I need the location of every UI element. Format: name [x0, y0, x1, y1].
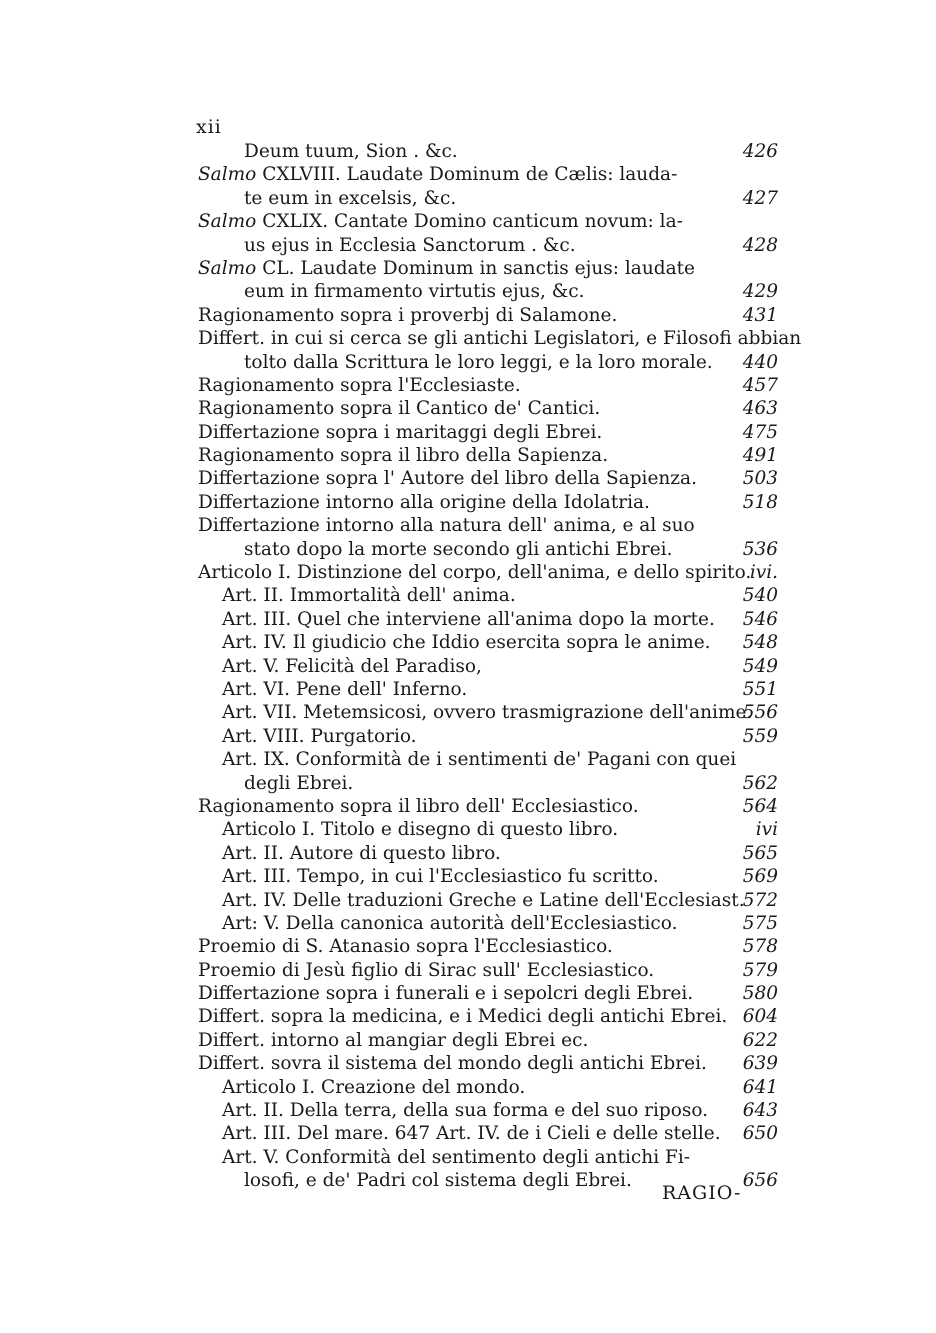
toc-entry — [198, 444, 778, 467]
toc-entry-title — [198, 163, 677, 186]
toc-entry-title — [244, 234, 576, 257]
toc-entry-page: 572 — [742, 889, 778, 911]
toc-entry-title — [244, 280, 584, 303]
toc-entry-page: 463 — [742, 398, 778, 420]
toc-entry-text: CL. Laudate Dominum in sanctis ejus: laudate — [256, 257, 696, 279]
toc-entry-page: 575 — [742, 912, 778, 934]
toc-entry-text: us ejus in Ecclesia Sanctorum . &c. — [244, 234, 576, 256]
toc-entry-text: Art: V. Della canonica autorità dell'Ecclesiastico. — [222, 912, 678, 934]
toc-entry-page: 643 — [742, 1100, 778, 1122]
toc-entry-page: 564 — [742, 795, 778, 817]
toc-entry — [198, 397, 778, 420]
toc-entry-page: 569 — [742, 866, 778, 888]
psalm-label: Salmo — [198, 164, 257, 186]
toc-entry — [198, 1122, 778, 1145]
toc-entry — [198, 421, 778, 444]
toc-entry-title — [222, 912, 677, 935]
toc-entry-text: Art. V. Conformità del sentimento degli antichi Fi- — [222, 1146, 691, 1168]
toc-entry — [198, 842, 778, 865]
toc-entry — [198, 1005, 778, 1028]
toc-entry-title — [222, 631, 711, 654]
toc-entry-title — [198, 491, 650, 514]
toc-entry-title — [198, 397, 600, 420]
page-number: xii — [196, 116, 222, 138]
toc-entry-page: 491 — [742, 445, 778, 467]
toc-entry — [198, 561, 778, 584]
toc-entry — [198, 818, 778, 841]
toc-entry — [198, 257, 778, 280]
toc-entry-text: Differtazione intorno alla natura dell' anima, e al suo — [198, 515, 695, 537]
toc-entry-text: eum in firmamento virtutis ejus, &c. — [244, 281, 585, 303]
toc-entry-title — [222, 701, 752, 724]
table-of-contents — [198, 140, 802, 1193]
toc-entry-page: 457 — [742, 374, 778, 396]
toc-entry — [198, 491, 778, 514]
psalm-label: Salmo — [198, 257, 257, 279]
toc-entry — [198, 1099, 778, 1122]
toc-entry-text: Differtazione sopra i funerali e i sepolcri degli Ebrei. — [198, 983, 694, 1005]
toc-entry-text: te eum in excelsis, &c. — [244, 187, 457, 209]
toc-entry-page: 556 — [742, 702, 778, 724]
toc-entry — [198, 889, 778, 912]
toc-entry-page: 578 — [742, 936, 778, 958]
toc-entry-title — [198, 210, 683, 233]
toc-entry — [198, 725, 778, 748]
toc-entry-page: 622 — [742, 1029, 778, 1051]
toc-entry — [198, 163, 778, 186]
toc-entry — [198, 982, 778, 1005]
toc-entry-title — [198, 1052, 707, 1075]
toc-entry-page: ivi — [755, 819, 778, 841]
toc-entry-title — [222, 1076, 525, 1099]
toc-entry-title — [222, 584, 516, 607]
toc-entry — [198, 795, 778, 818]
toc-entry-title — [244, 140, 458, 163]
toc-entry-text: Differtazione sopra i maritaggi degli Ebrei. — [198, 421, 603, 443]
toc-entry-text: Art. III. Del mare. 647 Art. IV. de i Cieli e delle stelle. — [222, 1123, 721, 1145]
toc-entry-text: Proemio di S. Atanasio sopra l'Ecclesiastico. — [198, 936, 613, 958]
toc-entry-title — [198, 1029, 588, 1052]
toc-entry-text: Art. II. Della terra, della sua forma e del suo riposo. — [222, 1100, 709, 1122]
toc-entry-page: 604 — [742, 1006, 778, 1028]
toc-entry-title — [198, 421, 602, 444]
toc-entry-title — [244, 1169, 632, 1192]
toc-entry — [198, 608, 778, 631]
toc-entry-text: Differt. sopra la medicina, e i Medici degli antichi Ebrei. — [198, 1006, 728, 1028]
toc-entry-page: 429 — [742, 281, 778, 303]
toc-entry — [198, 935, 778, 958]
toc-entry-page: 559 — [742, 725, 778, 747]
toc-entry-text: CXLIX. Cantate Domino canticum novum: la- — [256, 211, 683, 233]
toc-entry — [198, 210, 778, 233]
toc-entry-text: Differt. intorno al mangiar degli Ebrei ec. — [198, 1029, 589, 1051]
toc-entry — [198, 374, 778, 397]
toc-entry-page: 426 — [742, 141, 778, 162]
toc-entry-text: Ragionamento sopra il libro dell' Ecclesiastico. — [198, 795, 639, 817]
toc-entry-title — [222, 1122, 721, 1145]
toc-entry-text: Differt. sovra il sistema del mondo degli antichi Ebrei. — [198, 1053, 707, 1075]
toc-entry — [198, 327, 802, 350]
toc-entry-text: CXLVIII. Laudate Dominum de Cælis: lauda- — [256, 164, 678, 186]
toc-entry — [198, 701, 778, 724]
toc-entry-title — [222, 748, 736, 771]
toc-entry-page: 579 — [742, 959, 778, 981]
toc-entry-title — [244, 351, 713, 374]
toc-entry — [198, 351, 778, 374]
toc-entry-title — [198, 467, 697, 490]
toc-entry-page: 518 — [742, 491, 778, 513]
toc-entry — [198, 514, 778, 537]
toc-entry — [198, 467, 778, 490]
toc-entry-page: 440 — [742, 351, 778, 373]
toc-entry — [198, 678, 778, 701]
toc-entry — [198, 140, 778, 163]
toc-entry — [198, 655, 778, 678]
toc-entry — [198, 234, 778, 257]
toc-entry-page: 431 — [742, 304, 778, 326]
toc-entry-text: tolto dalla Scrittura le loro leggi, e la loro morale. — [244, 351, 713, 373]
toc-entry-title — [198, 327, 801, 350]
toc-entry-page: 536 — [742, 538, 778, 560]
toc-entry — [198, 748, 778, 771]
toc-entry-page: 548 — [742, 632, 778, 654]
toc-entry-page: ivi. — [749, 562, 778, 584]
toc-entry-title — [198, 444, 608, 467]
toc-entry-title — [222, 608, 715, 631]
toc-entry-text: Art. III. Quel che interviene all'anima dopo la morte. — [222, 608, 715, 630]
psalm-label: Salmo — [198, 211, 257, 233]
toc-entry-title — [198, 514, 695, 537]
toc-entry — [198, 959, 778, 982]
toc-entry-text: stato dopo la morte secondo gli antichi Ebrei. — [244, 538, 673, 560]
toc-entry — [198, 538, 778, 561]
toc-entry-text: degli Ebrei. — [244, 772, 354, 794]
toc-entry-text: Ragionamento sopra il Cantico de' Cantici. — [198, 398, 601, 420]
toc-entry-title — [222, 865, 659, 888]
toc-entry — [198, 187, 778, 210]
toc-entry-text: Deum tuum, Sion . &c. — [244, 141, 458, 162]
toc-entry-page: 562 — [742, 772, 778, 794]
toc-entry-text: Art. V. Felicità del Paradiso, — [222, 655, 482, 677]
toc-entry — [198, 584, 778, 607]
toc-entry-text: Articolo I. Distinzione del corpo, dell'anima, e dello spirito. — [198, 562, 752, 584]
toc-entry-title — [198, 304, 617, 327]
toc-entry-text: Proemio di Jesù figlio di Sirac sull' Ecclesiastico. — [198, 959, 655, 981]
toc-entry-title — [222, 1146, 690, 1169]
toc-entry-text: Articolo I. Creazione del mondo. — [222, 1076, 526, 1098]
toc-entry-title — [222, 889, 745, 912]
toc-entry-text: Art. IX. Conformità de i sentimenti de' Pagani con quei — [222, 749, 737, 771]
catchword: RAGIO- — [662, 1182, 742, 1204]
toc-entry-text: Art. IV. Il giudicio che Iddio esercita sopra le anime. — [222, 632, 711, 654]
toc-entry-page: 639 — [742, 1053, 778, 1075]
toc-entry — [198, 1146, 778, 1169]
toc-entry-text: Differtazione intorno alla origine della Idolatria. — [198, 491, 650, 513]
toc-entry-title — [222, 725, 417, 748]
toc-entry-title — [198, 982, 693, 1005]
toc-entry — [198, 1052, 778, 1075]
toc-entry-page: 551 — [742, 678, 778, 700]
toc-entry — [198, 280, 778, 303]
toc-entry-page: 546 — [742, 608, 778, 630]
toc-entry-title — [198, 959, 654, 982]
toc-entry-title — [244, 772, 353, 795]
toc-entry-title — [198, 795, 639, 818]
toc-entry-title — [198, 257, 695, 280]
toc-entry-text: Art. II. Autore di questo libro. — [222, 842, 501, 864]
toc-entry — [198, 912, 778, 935]
toc-entry-text: Art. VII. Metemsicosi, ovvero trasmigrazione dell'anime. — [222, 702, 753, 724]
toc-entry-page: 427 — [742, 187, 778, 209]
toc-entry-text: Ragionamento sopra i proverbj di Salamone. — [198, 304, 618, 326]
toc-entry — [198, 1076, 778, 1099]
toc-entry-text: Differt. in cui si cerca se gli antichi Legislatori, e Filosofi abbian — [198, 328, 802, 350]
toc-entry-text: Ragionamento sopra l'Ecclesiaste. — [198, 374, 521, 396]
toc-entry-text: Ragionamento sopra il libro della Sapienza. — [198, 445, 609, 467]
toc-entry-title — [198, 561, 751, 584]
toc-entry-text: Art. VIII. Purgatorio. — [222, 725, 417, 747]
toc-entry-page: 580 — [742, 983, 778, 1005]
toc-entry-title — [222, 818, 618, 841]
toc-entry-page: 656 — [742, 1170, 778, 1192]
toc-entry-page: 428 — [742, 234, 778, 256]
toc-entry-text: Articolo I. Titolo e disegno di questo libro. — [222, 819, 619, 841]
toc-entry-title — [244, 538, 672, 561]
toc-entry-title — [198, 374, 521, 397]
toc-entry-title — [222, 1099, 708, 1122]
toc-entry — [198, 772, 778, 795]
toc-entry-page: 565 — [742, 842, 778, 864]
toc-entry-text: Art. II. Immortalità dell' anima. — [222, 585, 516, 607]
toc-entry-text: Differtazione sopra l' Autore del libro della Sapienza. — [198, 468, 697, 490]
toc-entry-text: Art. VI. Pene dell' Inferno. — [222, 678, 468, 700]
toc-entry-text: Art. IV. Delle traduzioni Greche e Latine dell'Ecclesiast. — [222, 889, 745, 911]
toc-entry-page: 475 — [742, 421, 778, 443]
toc-entry-title — [198, 1005, 727, 1028]
toc-entry — [198, 865, 778, 888]
toc-entry-page: 650 — [742, 1123, 778, 1145]
toc-entry-page: 503 — [742, 468, 778, 490]
toc-entry-text: losofi, e de' Padri col sistema degli Ebrei. — [244, 1170, 632, 1192]
toc-entry — [198, 304, 778, 327]
toc-entry-title — [198, 935, 613, 958]
toc-entry-title — [244, 187, 456, 210]
toc-entry-title — [222, 842, 501, 865]
toc-entry-page: 549 — [742, 655, 778, 677]
toc-entry-title — [222, 678, 467, 701]
toc-entry-title — [222, 655, 482, 678]
toc-entry — [198, 631, 778, 654]
toc-entry-page: 540 — [742, 585, 778, 607]
toc-entry — [198, 1029, 778, 1052]
toc-entry-text: Art. III. Tempo, in cui l'Ecclesiastico fu scritto. — [222, 866, 659, 888]
toc-entry-page: 641 — [742, 1076, 778, 1098]
